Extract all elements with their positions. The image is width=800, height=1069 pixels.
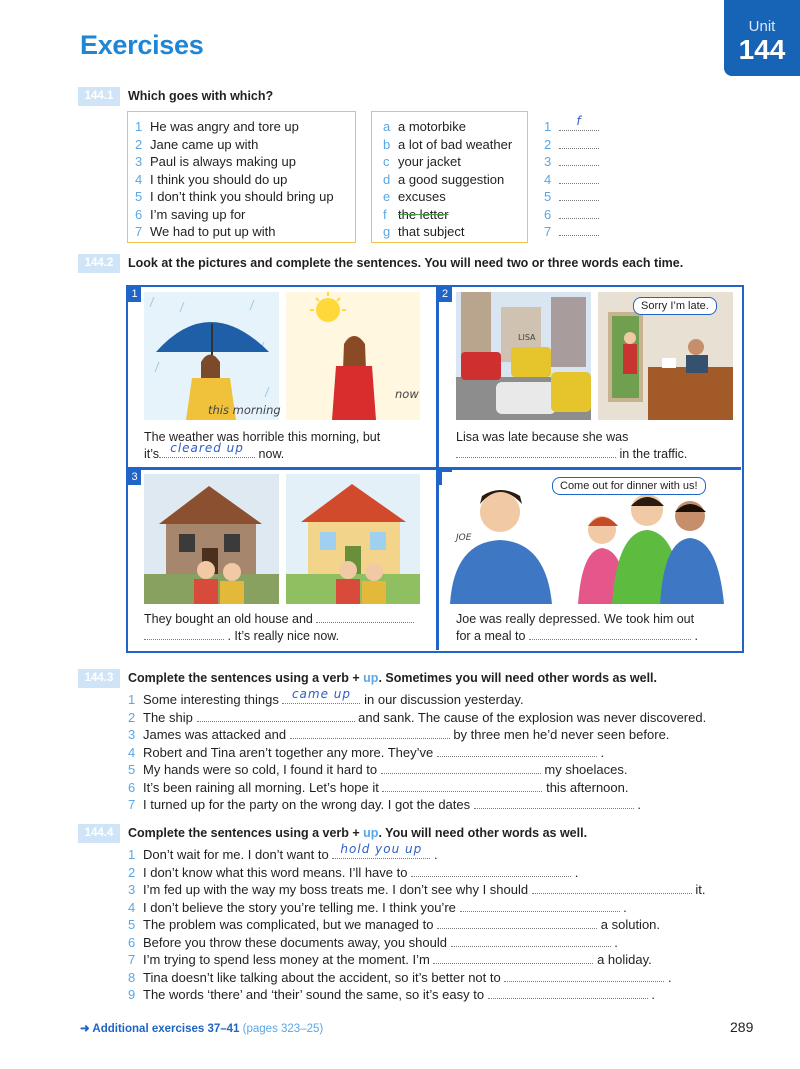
page-number: 289 <box>730 1019 754 1035</box>
answer-blank[interactable] <box>144 628 224 640</box>
exercise-heading-144-4: Complete the sentences using a verb + up. You will need other words as well. <box>128 826 588 840</box>
list-item: 7 I’m trying to spend less money at the moment. I’m a holiday. <box>128 952 652 967</box>
sentence-text: for a meal to . <box>456 629 698 643</box>
list-item: 5 I don’t think you should bring up <box>135 189 334 204</box>
list-item: 1 Some interesting things came up in our discussion yesterday. <box>128 687 524 707</box>
answer-blank[interactable] <box>382 780 542 792</box>
answer-item: 4 <box>544 171 599 188</box>
answer-blank[interactable] <box>197 710 355 722</box>
answer-blank[interactable] <box>504 970 664 982</box>
list-item: 7 We had to put up with <box>135 224 276 239</box>
unit-label: Unit <box>748 18 776 35</box>
answer-blank[interactable]: f <box>559 119 599 131</box>
list-item: c your jacket <box>383 154 461 169</box>
name-tag: LISA <box>518 333 536 342</box>
exercise-heading-144-3: Complete the sentences using a verb + up. Sometimes you will need other words as well. <box>128 671 657 685</box>
list-item: 7 I turned up for the party on the wrong day. I got the dates . <box>128 797 642 812</box>
answer-blank[interactable] <box>529 628 691 640</box>
sentence-text: They bought an old house and <box>144 611 414 628</box>
list-item: 1 Don’t wait for me. I don’t want to hold you up . <box>128 842 438 862</box>
answer-blank[interactable] <box>451 935 611 947</box>
list-item: f the letter <box>383 206 449 222</box>
exercise-number-144-1: 144.1 <box>78 87 120 106</box>
answer-blank[interactable]: cleared up <box>159 446 255 458</box>
sentence-text: Lisa was late because she was <box>456 430 629 444</box>
list-item: 5 The problem was complicated, but we managed to a solution. <box>128 917 661 932</box>
answer-blank[interactable] <box>316 611 414 623</box>
divider <box>128 467 741 470</box>
answer-blank[interactable] <box>559 207 599 219</box>
answer-blank[interactable]: hold you up <box>332 847 430 859</box>
old-house-illustration <box>144 474 279 604</box>
list-item: g that subject <box>383 224 465 239</box>
list-item: 3 I’m fed up with the way my boss treats me. I don’t see why I should it. <box>128 882 706 897</box>
answer-blank[interactable] <box>474 797 634 809</box>
answer-blank[interactable]: came up <box>282 692 360 704</box>
picture-number: 2 <box>439 287 452 302</box>
answer-item: 6 <box>544 206 599 223</box>
list-item: 3 Paul is always making up <box>135 154 296 169</box>
exercise-heading-144-1: Which goes with which? <box>128 89 274 103</box>
list-item: 6 Before you throw these documents away, you should . <box>128 934 618 950</box>
list-item: 1 He was angry and tore up <box>135 119 299 134</box>
picture-caption: now <box>395 387 419 401</box>
list-item: 6 I’m saving up for <box>135 206 246 222</box>
renovated-house-illustration <box>286 474 420 604</box>
list-item: 4 I think you should do up <box>135 171 288 187</box>
list-item: 6 It’s been raining all morning. Let’s hope it this afternoon. <box>128 779 629 795</box>
sentence-text: The weather was horrible this morning, but <box>144 430 381 444</box>
answer-item: 3 <box>544 153 599 170</box>
exercise-number-144-3: 144.3 <box>78 669 120 688</box>
page-title: Exercises <box>80 30 204 60</box>
answer-blank[interactable] <box>559 154 599 166</box>
answer-blank[interactable] <box>559 137 599 149</box>
additional-exercises-link[interactable]: ➜ Additional exercises 37–41 (pages 323–25) <box>80 1023 324 1035</box>
answer-item: 5 <box>544 188 599 205</box>
list-item: 2 I don’t know what this word means. I’ll have to . <box>128 864 579 880</box>
sentence-text: in the traffic. <box>456 446 687 463</box>
exercise-number-144-4: 144.4 <box>78 824 120 843</box>
answer-blank[interactable] <box>433 952 593 964</box>
answer-blank[interactable] <box>411 865 571 877</box>
answer-blank[interactable] <box>460 900 620 912</box>
list-item: b a lot of bad weather <box>383 136 513 152</box>
list-item: d a good suggestion <box>383 171 505 187</box>
list-item: 8 Tina doesn’t like talking about the accident, so it’s better not to . <box>128 969 672 985</box>
answer-blank[interactable] <box>437 745 597 757</box>
list-item: a a motorbike <box>383 119 466 134</box>
list-item: 3 James was attacked and by three men he’d never seen before. <box>128 727 670 742</box>
answer-blank[interactable] <box>488 987 648 999</box>
list-item: 5 My hands were so cold, I found it hard to my shoelaces. <box>128 762 628 777</box>
answer-blank[interactable] <box>290 727 450 739</box>
exercise-number-144-2: 144.2 <box>78 254 120 273</box>
traffic-jam-illustration <box>456 292 591 420</box>
answer-blank[interactable] <box>456 446 616 458</box>
name-tag: JOE <box>456 533 472 543</box>
sentence-text: it’s cleared up now. <box>144 441 285 461</box>
answer-item: 7 <box>544 223 599 240</box>
picture-number: 3 <box>128 470 141 485</box>
picture-caption: this morning <box>208 403 281 417</box>
list-item: 4 Robert and Tina aren’t together any more. They’ve . <box>128 744 605 760</box>
list-item: 2 The ship and sank. The cause of the explosion was never discovered. <box>128 709 707 725</box>
arrow-icon: ➜ <box>80 1023 90 1035</box>
speech-bubble: Come out for dinner with us! <box>552 477 706 495</box>
speech-bubble: Sorry I’m late. <box>633 297 717 315</box>
picture-number: 1 <box>128 287 141 302</box>
answer-item: 1 f <box>544 118 599 135</box>
answer-blank[interactable] <box>559 224 599 236</box>
picture-panel <box>126 285 744 653</box>
answer-blank[interactable] <box>559 172 599 184</box>
sentence-text: . It’s really nice now. <box>144 628 339 645</box>
list-item: 4 I don’t believe the story you’re telling me. I think you’re . <box>128 899 627 915</box>
answer-blank[interactable] <box>381 762 541 774</box>
list-item: e excuses <box>383 189 446 204</box>
answer-blank[interactable] <box>532 882 692 894</box>
sentence-text: Joe was really depressed. We took him out <box>456 612 695 626</box>
unit-number: 144 <box>738 34 786 65</box>
answer-blank[interactable] <box>437 917 597 929</box>
unit-tab <box>724 0 800 76</box>
rainy-weather-illustration <box>144 292 279 420</box>
exercise-heading-144-2: Look at the pictures and complete the sentences. You will need two or three words each time. <box>128 256 684 270</box>
list-item: 2 Jane came up with <box>135 136 259 152</box>
list-item: 9 The words ‘there’ and ‘their’ sound the same, so it’s easy to . <box>128 987 655 1002</box>
answer-blank[interactable] <box>559 189 599 201</box>
answer-item: 2 <box>544 136 599 153</box>
